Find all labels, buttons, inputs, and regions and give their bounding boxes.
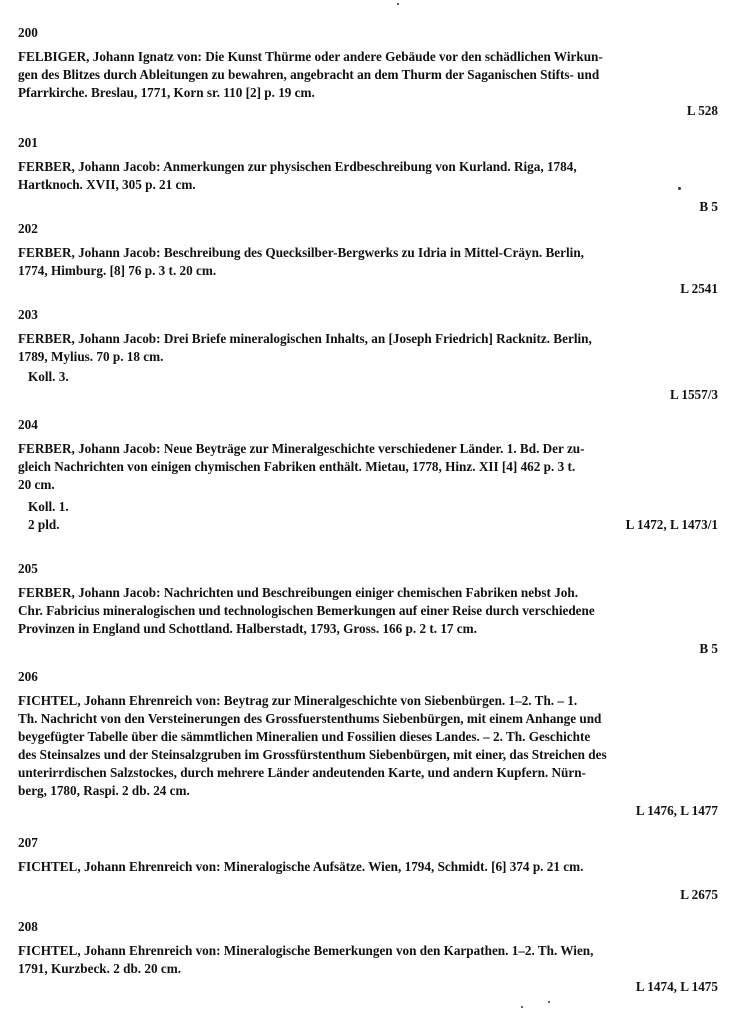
shelf-signature: L 2675 [680,887,718,902]
entry-line: 20 cm. [18,477,55,492]
entry-line: FERBER, Johann Jacob: Neue Beyträge zur Mineralgeschichte verschiedener Länder. 1. Bd. Der zu- [18,441,585,456]
entry-number: 202 [18,221,38,236]
entry-number: 201 [18,135,38,150]
entry-line: beygefügter Tabelle über die sämmtlichen Mineralien und Fossilien dieses Landes. – 2. Th. Geschichte [18,729,591,744]
entry-text [18,158,718,194]
shelf-signature: L 1472, L 1473/1 [625,517,718,532]
entry-text [18,48,718,102]
entry-text [18,330,718,366]
scan-speck [521,1006,523,1008]
entry-line: FELBIGER, Johann Ignatz von: Die Kunst Thürme oder andere Gebäude vor den schädlichen Wirkun- [18,49,603,64]
catalog-entry [18,668,718,820]
entry-line: Hartknoch. XVII, 305 p. 21 cm. [18,177,196,192]
shelf-signature: L 528 [686,103,718,118]
entry-line: Provinzen in England und Schottland. Halberstadt, 1793, Gross. 166 p. 2 t. 17 cm. [18,621,477,636]
entry-line: FERBER, Johann Jacob: Nachrichten und Beschreibungen einiger chemischen Fabriken nebst Joh. [18,585,579,600]
entry-line: FICHTEL, Johann Ehrenreich von: Beytrag zur Mineralgeschichte von Siebenbürgen. 1–2. Th. – 1. [18,693,578,708]
entry-line: FERBER, Johann Jacob: Beschreibung des Quecksilber-Bergwerks zu Idria in Mittel-Cräyn. Berlin, [18,245,584,260]
shelf-signature: L 1474, L 1475 [635,979,718,994]
entry-text [18,244,718,280]
entry-note: Koll. 1. [28,499,69,514]
catalog-entry [18,560,718,658]
catalog-entry [18,416,718,534]
entry-line: Chr. Fabricius mineralogischen und technologischen Bemerkungen auf einer Reise durch verschiedene [18,603,595,618]
shelf-signature: L 1557/3 [670,387,718,402]
entry-number: 203 [18,307,38,322]
entry-text [18,858,718,876]
entry-line: FICHTEL, Johann Ehrenreich von: Mineralogische Aufsätze. Wien, 1794, Schmidt. [6] 374 p. 21 cm. [18,859,584,874]
entry-line: 1774, Himburg. [8] 76 p. 3 t. 20 cm. [18,263,217,278]
catalog-entry [18,918,718,996]
entry-text [18,440,718,494]
entry-line: Pfarrkirche. Breslau, 1771, Korn sr. 110 [2] p. 19 cm. [18,85,315,100]
entry-text [18,942,718,978]
entry-text [18,692,718,800]
scan-speck [548,1001,550,1003]
entry-line: gen des Blitzes durch Ableitungen zu bewahren, angebracht an dem Thurm der Saganischen Stifts- und [18,67,600,82]
entry-line: 1789, Mylius. 70 p. 18 cm. [18,349,164,364]
catalog-entry [18,306,718,404]
shelf-signature: L 1476, L 1477 [635,803,718,818]
entry-note: Koll. 3. [28,369,69,384]
catalog-entry [18,220,718,298]
scan-speck [678,187,681,190]
entry-line: 1791, Kurzbeck. 2 db. 20 cm. [18,961,182,976]
entry-number: 208 [18,919,38,934]
entry-number: 204 [18,417,38,432]
entry-number: 205 [18,561,38,576]
entry-number: 207 [18,835,38,850]
notes-and-signature [18,498,718,534]
scan-speck [397,3,399,5]
shelf-signature: B 5 [699,199,718,214]
entry-line: FERBER, Johann Jacob: Anmerkungen zur physischen Erdbeschreibung von Kurland. Riga, 1784, [18,159,577,174]
entry-line: unterirrdischen Salzstockes, durch mehrere Länder andeutenden Karte, und andern Kupfern. Nürn- [18,765,586,780]
entry-line: berg, 1780, Raspi. 2 db. 24 cm. [18,783,190,798]
entry-number: 206 [18,669,38,684]
shelf-signature: B 5 [699,641,718,656]
shelf-signature: L 2541 [680,281,718,296]
entry-line: Th. Nachricht von den Versteinerungen des Grossfuerstenthums Siebenbürgen, mit einem Anhange und [18,711,602,726]
entry-line: FICHTEL, Johann Ehrenreich von: Mineralogische Bemerkungen von den Karpathen. 1–2. Th. Wien, [18,943,594,958]
catalog-entry [18,134,718,216]
entry-line: des Steinsalzes und der Steinsalzgruben im Grossfürstenthum Siebenbürgen, mit einer, das Streichen des [18,747,607,762]
catalog-entry [18,24,718,120]
entry-line: FERBER, Johann Jacob: Drei Briefe mineralogischen Inhalts, an [Joseph Friedrich] Racknitz. Berlin, [18,331,592,346]
entry-number: 200 [18,25,38,40]
entry-note: 2 pld. [28,517,60,532]
entry-text [18,584,718,638]
entry-line: gleich Nachrichten von einigen chymischen Fabriken enthält. Mietau, 1778, Hinz. XII [4] 462 p. 3 t. [18,459,576,474]
catalog-entry [18,834,718,904]
